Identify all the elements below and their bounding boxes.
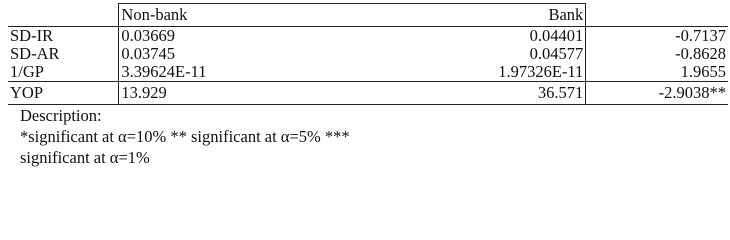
row-label: YOP bbox=[8, 82, 119, 105]
row-bank: 0.04577 bbox=[351, 45, 586, 63]
table-row bbox=[8, 45, 728, 63]
header-label-cell bbox=[8, 4, 119, 27]
row-label: SD-IR bbox=[8, 27, 119, 46]
table-header-row bbox=[8, 4, 728, 27]
row-nonbank: 13.929 bbox=[119, 82, 351, 105]
table-row bbox=[8, 63, 728, 82]
row-label: 1/GP bbox=[8, 63, 119, 82]
description-row bbox=[8, 105, 728, 169]
row-t: -0.8628 bbox=[675, 44, 726, 63]
row-nonbank: 3.39624E-11 bbox=[119, 63, 351, 82]
header-bank: Bank bbox=[351, 4, 586, 27]
row-bank: 0.04401 bbox=[351, 27, 586, 46]
row-t: -0.7137 bbox=[586, 27, 728, 46]
description-title: Description: bbox=[20, 106, 102, 125]
row-label: SD-AR bbox=[10, 44, 60, 63]
header-nonbank: Non-bank bbox=[119, 4, 351, 27]
description-cell bbox=[8, 105, 728, 169]
table-row bbox=[8, 27, 728, 46]
row-t: -2.9038** bbox=[586, 82, 728, 105]
row-t: 1.9655 bbox=[586, 63, 728, 82]
row-nonbank: 0.03745 bbox=[119, 45, 351, 63]
results-table bbox=[8, 3, 728, 168]
header-t-cell bbox=[586, 4, 728, 27]
description-line-2: significant at α=1% bbox=[20, 148, 150, 167]
table-row bbox=[8, 82, 728, 105]
description-line-1: *significant at α=10% ** significant at α=5% *** bbox=[20, 127, 350, 146]
row-bank: 36.571 bbox=[351, 82, 586, 105]
row-bank: 1.97326E-11 bbox=[351, 63, 586, 82]
row-nonbank: 0.03669 bbox=[119, 27, 351, 46]
